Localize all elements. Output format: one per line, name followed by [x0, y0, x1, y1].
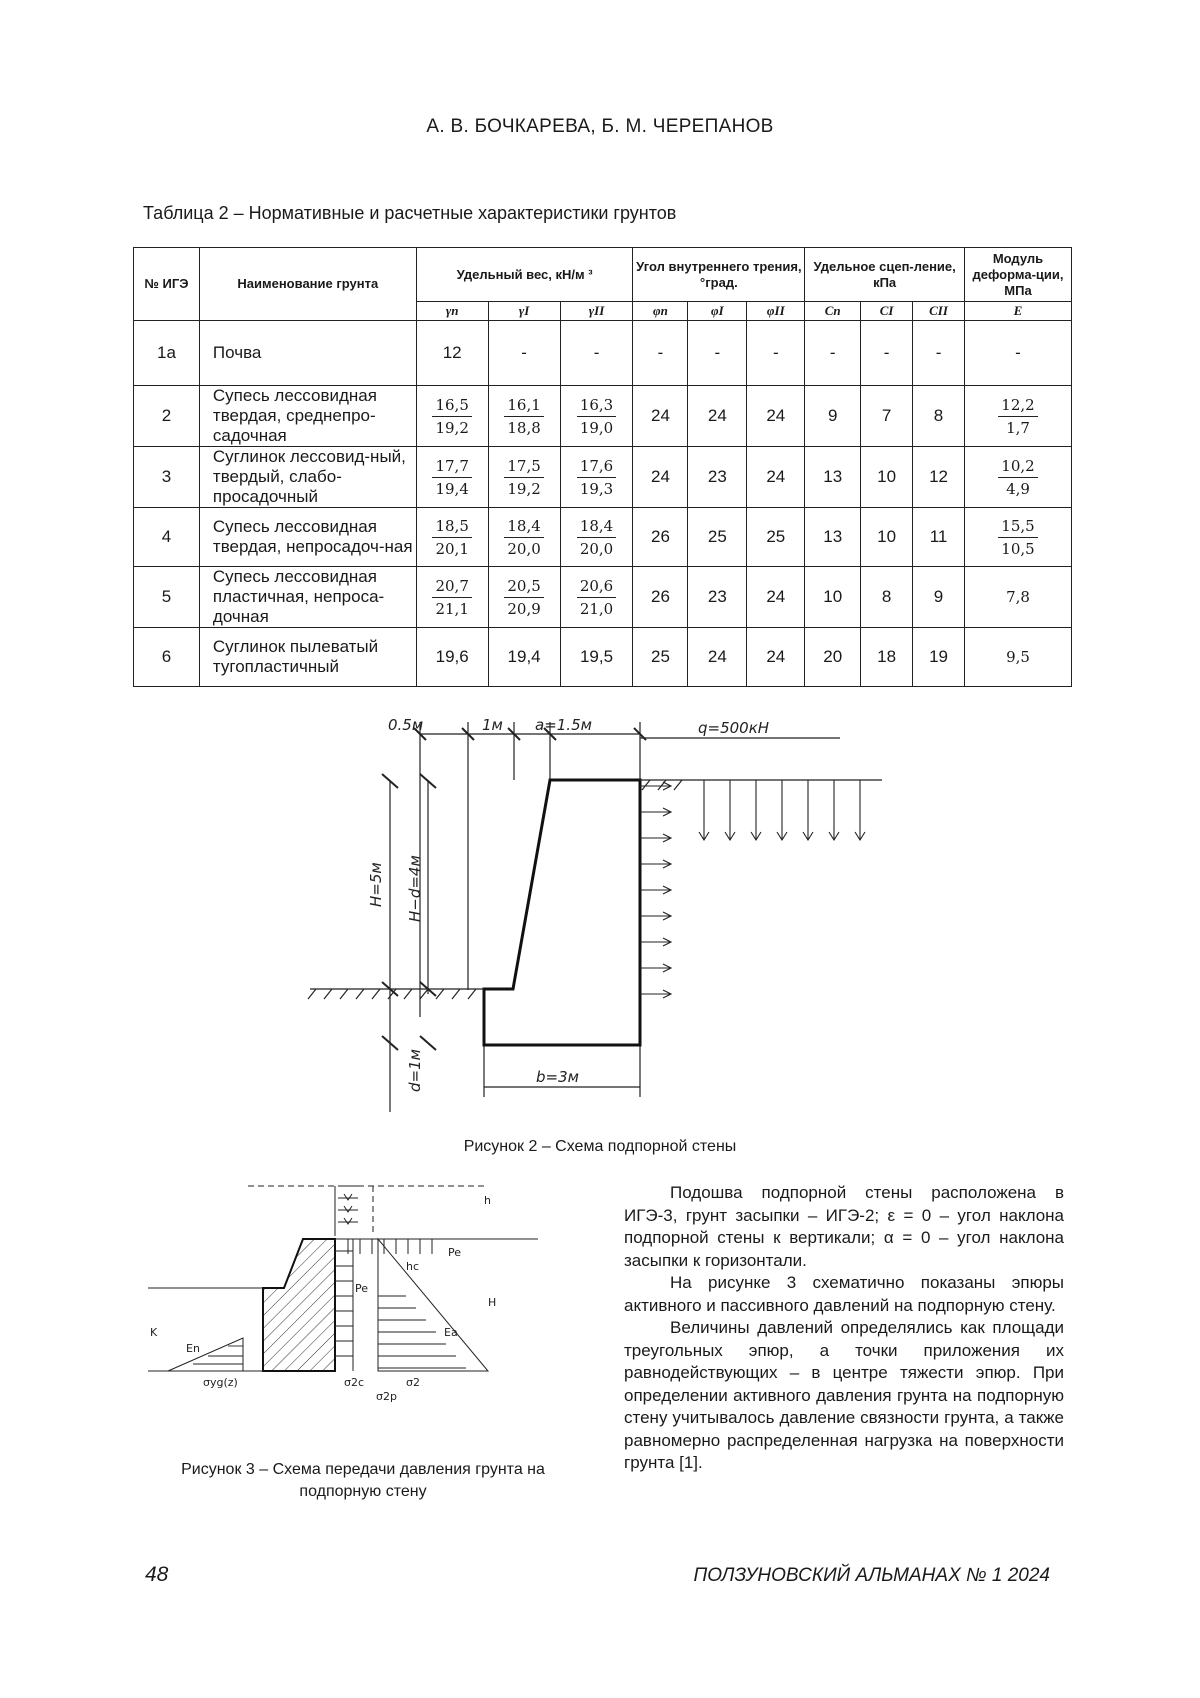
subheader-cell: φII: [747, 302, 805, 321]
dim-label-1m: 1м: [482, 716, 503, 734]
table-row: [134, 508, 1072, 567]
subheader-cell: CI: [861, 302, 913, 321]
dim-label-H-d: H−d=4м: [406, 855, 424, 922]
cell-cohesion: 10: [861, 447, 913, 508]
cell-soil-name: Супесь лессовидная твердая, среднепро-садочная: [199, 386, 416, 447]
header-cohesion: Удельное сцеп-ление, кПа: [805, 248, 965, 302]
cell-unit-weight: -: [560, 321, 633, 386]
cell-friction-angle: 26: [633, 567, 688, 628]
cell-modulus: 9,5: [965, 628, 1072, 687]
header-weight: Удельный вес, кН/м ³: [416, 248, 633, 302]
table-row: [134, 567, 1072, 628]
cell-friction-angle: -: [747, 321, 805, 386]
fig3-label-s2c: σ2c: [344, 1376, 365, 1389]
cell-unit-weight: $\frac{16,1}{18,8}$: [488, 386, 560, 447]
paragraph: Подошва подпорной стены расположена в ИГЭ-3, грунт засыпки – ИГЭ-2; ε = 0 – угол наклона подпорной стены к вертикали; α = 0 – угол наклона засыпки к горизонтали.: [624, 1183, 1064, 1270]
body-text: [624, 1182, 1064, 1475]
cell-unit-weight: -: [488, 321, 560, 386]
soil-properties-table: [133, 247, 1072, 687]
cell-friction-angle: 24: [747, 386, 805, 447]
cell-cohesion: 19: [913, 628, 965, 687]
dim-label-b: b=3м: [536, 1068, 579, 1086]
fig3-label-pe-top: Pe: [448, 1246, 462, 1259]
table-caption: Таблица 2 – Нормативные и расчетные характеристики грунтов: [143, 203, 677, 223]
journal-name: ПОЛЗУНОВСКИЙ АЛЬМАНАХ № 1 2024: [693, 1565, 1050, 1586]
subheader-cell: Cn: [805, 302, 861, 321]
cell-cohesion: 9: [805, 386, 861, 447]
table-row: [134, 321, 1072, 386]
cell-cohesion: -: [805, 321, 861, 386]
retaining-wall-diagram: [280, 712, 940, 1132]
header-name: Наименование грунта: [199, 248, 416, 321]
fig3-label-en: En: [186, 1342, 200, 1355]
cell-unit-weight: 12: [416, 321, 488, 386]
fig3-label-ea: Ea: [444, 1326, 458, 1339]
cell-friction-angle: 23: [688, 447, 747, 508]
fig3-label-s2p: σ2p: [376, 1390, 397, 1403]
header-num: № ИГЭ: [134, 248, 200, 321]
cell-soil-name: Супесь лессовидная твердая, непросадоч-ная: [199, 508, 416, 567]
cell-friction-angle: 25: [688, 508, 747, 567]
cell-friction-angle: 24: [633, 386, 688, 447]
table-row: [134, 447, 1072, 508]
cell-unit-weight: $\frac{16,5}{19,2}$: [416, 386, 488, 447]
cell-friction-angle: 25: [633, 628, 688, 687]
cell-friction-angle: 26: [633, 508, 688, 567]
table-row: [134, 628, 1072, 687]
paragraph: Величины давлений определялись как площади треугольных эпюр, а точки приложения их равнодействующих – в центре тяжести эпюр. При определении активного давления грунта на подпорную стену учитывалось давление связности грунта, а также равномерно распределенная нагрузка на поверхности грунта [1].: [624, 1318, 1064, 1472]
dim-label-a: a=1.5м: [535, 716, 592, 734]
cell-modulus: -: [965, 321, 1072, 386]
cell-num: 1а: [134, 321, 200, 386]
dim-label-H: H=5м: [367, 862, 385, 907]
cell-unit-weight: 19,6: [416, 628, 488, 687]
cell-cohesion: -: [861, 321, 913, 386]
subheader-cell: γI: [488, 302, 560, 321]
subheader-cell: φI: [688, 302, 747, 321]
cell-friction-angle: 24: [747, 447, 805, 508]
cell-friction-angle: 24: [688, 628, 747, 687]
cell-unit-weight: $\frac{18,4}{20,0}$: [488, 508, 560, 567]
dim-label-0-5m: 0.5м: [388, 716, 424, 734]
cell-unit-weight: $\frac{20,6}{21,0}$: [560, 567, 633, 628]
fig3-label-s2: σ2: [406, 1376, 420, 1389]
cell-unit-weight: $\frac{16,3}{19,0}$: [560, 386, 633, 447]
subheader-cell: E: [965, 302, 1072, 321]
paragraph: На рисунке 3 схематично показаны эпюры активного и пассивного давлений на подпорную стену.: [624, 1273, 1064, 1315]
fig3-label-K: K: [150, 1326, 158, 1339]
fig3-label-hc: hc: [406, 1260, 420, 1273]
earth-pressure-diagram: [148, 1176, 588, 1456]
cell-cohesion: 10: [861, 508, 913, 567]
cell-soil-name: Суглинок пылеватый тугопластичный: [199, 628, 416, 687]
subheader-cell: γII: [560, 302, 633, 321]
cell-friction-angle: -: [633, 321, 688, 386]
cell-unit-weight: $\frac{18,5}{20,1}$: [416, 508, 488, 567]
cell-friction-angle: 24: [688, 386, 747, 447]
cell-cohesion: 13: [805, 447, 861, 508]
cell-cohesion: 7: [861, 386, 913, 447]
cell-cohesion: 18: [861, 628, 913, 687]
cell-unit-weight: $\frac{18,4}{20,0}$: [560, 508, 633, 567]
cell-soil-name: Супесь лессовидная пластичная, непроса-дочная: [199, 567, 416, 628]
cell-friction-angle: 24: [747, 567, 805, 628]
subheader-cell: γn: [416, 302, 488, 321]
load-label: q=500кН: [698, 719, 770, 737]
cell-friction-angle: -: [688, 321, 747, 386]
cell-unit-weight: $\frac{17,5}{19,2}$: [488, 447, 560, 508]
cell-cohesion: 12: [913, 447, 965, 508]
cell-cohesion: 9: [913, 567, 965, 628]
cell-num: 6: [134, 628, 200, 687]
cell-friction-angle: 24: [747, 628, 805, 687]
cell-cohesion: 8: [913, 386, 965, 447]
fig3-label-h: h: [484, 1194, 491, 1207]
header-friction: Угол внутреннего трения, °град.: [633, 248, 805, 302]
cell-modulus: 7,8: [965, 567, 1072, 628]
page-number: 48: [145, 1563, 169, 1586]
cell-unit-weight: $\frac{17,6}{19,3}$: [560, 447, 633, 508]
cell-unit-weight: 19,4: [488, 628, 560, 687]
header-modulus: Модуль деформа-ции, МПа: [965, 248, 1072, 302]
cell-unit-weight: 19,5: [560, 628, 633, 687]
fig3-label-H: H: [488, 1296, 497, 1309]
cell-num: 3: [134, 447, 200, 508]
cell-cohesion: 8: [861, 567, 913, 628]
cell-cohesion: 13: [805, 508, 861, 567]
dim-label-d: d=1м: [406, 1049, 424, 1092]
cell-cohesion: 11: [913, 508, 965, 567]
fig3-label-syzg: σyg(z): [203, 1376, 238, 1389]
cell-num: 4: [134, 508, 200, 567]
figure-3-caption: Рисунок 3 – Схема передачи давления грунта на подпорную стену: [181, 1461, 545, 1500]
cell-cohesion: 20: [805, 628, 861, 687]
cell-soil-name: Суглинок лессовид-ный, твердый, слабо-просадочный: [199, 447, 416, 508]
fig3-label-pe: Pe: [355, 1282, 369, 1295]
cell-unit-weight: $\frac{17,7}{19,4}$: [416, 447, 488, 508]
table-row: [134, 386, 1072, 447]
cell-num: 5: [134, 567, 200, 628]
cell-cohesion: 10: [805, 567, 861, 628]
cell-modulus: $\frac{10,2}{4,9}$: [965, 447, 1072, 508]
subheader-cell: CII: [913, 302, 965, 321]
cell-cohesion: -: [913, 321, 965, 386]
figure-2-caption: Рисунок 2 – Схема подпорной стены: [463, 1138, 737, 1155]
running-head: А. В. БОЧКАРЕВА, Б. М. ЧЕРЕПАНОВ: [426, 116, 774, 137]
cell-num: 2: [134, 386, 200, 447]
cell-modulus: $\frac{12,2}{1,7}$: [965, 386, 1072, 447]
subheader-cell: φn: [633, 302, 688, 321]
cell-friction-angle: 23: [688, 567, 747, 628]
cell-soil-name: Почва: [199, 321, 416, 386]
cell-unit-weight: $\frac{20,5}{20,9}$: [488, 567, 560, 628]
cell-modulus: $\frac{15,5}{10,5}$: [965, 508, 1072, 567]
cell-unit-weight: $\frac{20,7}{21,1}$: [416, 567, 488, 628]
cell-friction-angle: 24: [633, 447, 688, 508]
cell-friction-angle: 25: [747, 508, 805, 567]
